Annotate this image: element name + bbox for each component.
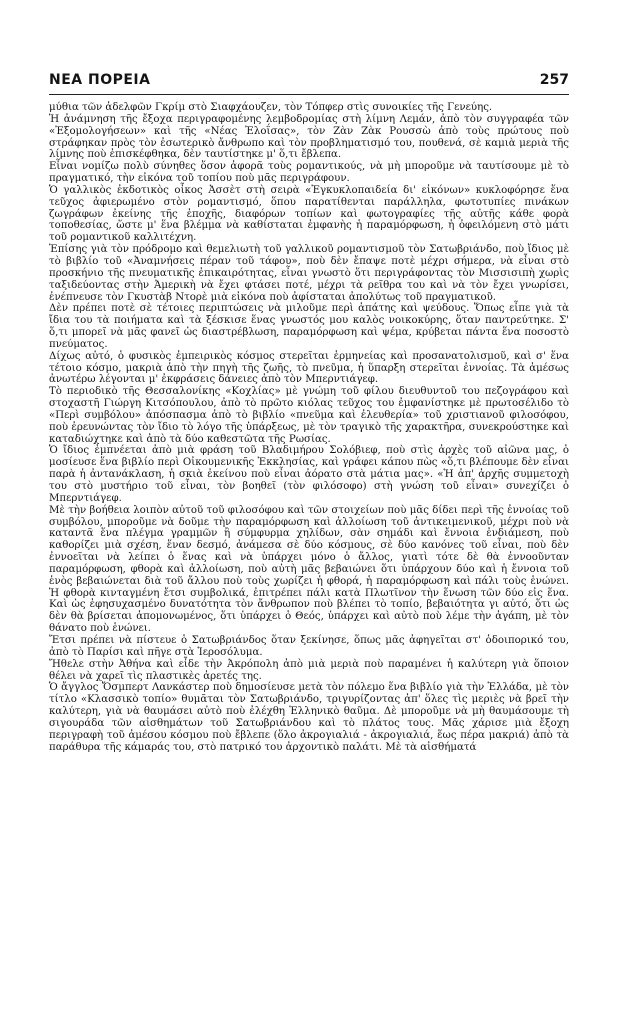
journal-title: ΝΕΑ ΠΟΡΕΙΑ — [49, 72, 151, 88]
paragraph: Εἶναι νομίζω πολὺ σύνηθες ὅσον ἀφορᾶ τοὺς ρομαντικούς, νὰ μὴ μποροῦμε νὰ ταυτίσουμε μὲ τὸ πραγματικό, τὴν εἰκόνα τοῦ τοπίου ποὺ μᾶς περιγράφουν. — [49, 161, 569, 185]
page-number: 257 — [539, 72, 569, 88]
article-body — [49, 102, 569, 753]
paragraph: Ἡ ἀνάμνηση τῆς ἔξοχα περιγραφομένης λεμβοδρομίας στὴ λίμνη Λεμάν, ἀπὸ τὸν συγγραφέα τῶν «Ἐξομολογήσεων» καὶ τῆς «Νέας Ἐλοΐσας», τὸν Ζὰν Ζὰκ Ρουσσὼ ἀπὸ τοὺς πρώτους ποὺ στράφηκαν πρὸς τὸν ἐσωτερικὸ ἄνθρωπο καὶ τὸν προβληματισμό του, πουθενά, σὲ καμιὰ μεριὰ τῆς λίμνης ποὺ ἐπισκέφθηκα, δὲν ταυτίστηκε μ' ὅ,τι ἔβλεπα. — [49, 113, 569, 161]
paragraph: Τὸ περιοδικὸ τῆς Θεσσαλονίκης «Κοχλίας» μὲ γνώμη τοῦ φίλου διευθυντοῦ του πεζογράφου καὶ στοχαστῆ Γιώργη Κιτσόπουλου, ἀπὸ τὸ πρῶτο κιόλας τεῦχος του ἐμφανίστηκε μὲ πρωτοσέλιδο τὸ «Περὶ συμβόλου» ἀπόσπασμα ἀπὸ τὸ βιβλίο «πνεῦμα καὶ ἐλευθερία» τοῦ χριστιανοῦ φιλοσόφου, ποὺ ἐρευνώντας τὸν ἴδιο τὸ λόγο τῆς ὑπάρξεως, μὲ τὸν τραγικὸ τῆς χαρακτῆρα, συνεκρούστηκε καὶ καταδιώχτηκε καὶ ἀπὸ τὰ δύο καθεστῶτα τῆς Ρωσίας. — [49, 386, 569, 445]
running-header — [49, 72, 569, 92]
paragraph: Μὲ τὴν βοήθεια λοιπὸν αὐτοῦ τοῦ φιλοσόφου καὶ τῶν στοιχείων ποὺ μᾶς δίδει περὶ τῆς ἐννοίας τοῦ συμβόλου, μποροῦμε νὰ δοῦμε τὴν παραμόρφωση καὶ ἀλλοίωση τοῦ ἀντικειμενικοῦ, μέχρι ποὺ νὰ καταντᾶ ἕνα πλέγμα γραμμῶν ἢ σύμφυρμα χηλίδων, σὰν σημάδι καὶ ἔννοια ἐνδιάμεση, ποὺ καθορίζει μιὰ σχέση, ἕναν δεσμό, ἀνάμεσα σὲ δύο κόσμους, σὲ δύο κανόνες τοῦ εἶναι, ποὺ δὲν ἐννοεῖται νὰ λείπει ὁ ἕνας καὶ νὰ ὑπάρχει μόνο ὁ ἄλλος, γιατὶ τότε δὲ θὰ ἐννοοῦνταν παραμόρφωση, φθορὰ καὶ ἀλλοίωση, ποὺ αὐτὴ μᾶς βεβαιώνει ὅτι ὑπάρχουν δύο καὶ ἡ ἔννοια τοῦ ἑνὸς βεβαιώνεται διὰ τοῦ ἄλλου ποὺ τοὺς χωρίζει ἡ φθορά, ἡ παραμόρφωση καὶ πάλι τοὺς ἑνώνει. Ἡ φθορὰ κινταγμένη ἔτσι συμβολικά, ἐπιτρέπει πάλι κατὰ Πλωτῖνον τὴν ἕνωση τῶν δύο εἰς ἕνα. Καὶ ὡς ἐφησυχασμένο δυνατότητα τὸν ἄνθρωπον ποὺ βλέπει τὸ τοπίο, βεβαιότητα γι αὐτό, ὅτι ὡς δὲν θὰ βρίσεται ἀπομονωμένος, ὅτι ὑπάρχει ὁ Θεός, ὑπάρχει καὶ αὐτὸ ποὺ λέμε τὴν ἀγάπη, μὲ τὸν θάνατο ποὺ ἑνώνει. — [49, 504, 569, 635]
paragraph: Δίχως αὐτό, ὁ φυσικὸς ἐμπειρικὸς κόσμος στερεῖται ἑρμηνείας καὶ προσανατολισμοῦ, καὶ σ' ἕνα τέτοιο κόσμο, μακριὰ ἀπὸ τὴν πηγὴ τῆς ζωῆς, τὸ πνεῦμα, ἡ ὕπαρξη στερεῖται ἐννοίας. Τὰ ἀμέσως ἀνωτέρω λέγονται μ' ἐκφράσεις δάνειες ἀπὸ τὸν Μπερντιάγεφ. — [49, 350, 569, 386]
paragraph: Ἔτσι πρέπει νὰ πίστευε ὁ Σατωβριάνδος ὅταν ξεκίνησε, ὅπως μᾶς ἀφηγεῖται στ' ὁδοιπορικό του, ἀπὸ τὸ Παρίσι καὶ πῆγε στὰ Ἱεροσόλυμα. — [49, 634, 569, 658]
paragraph: Ἐπίσης γιὰ τὸν πρόδρομο καὶ θεμελιωτὴ τοῦ γαλλικοῦ ρομαντισμοῦ τὸν Σατωβριάνδο, ποὺ ἴδιος μὲ τὸ βιβλίο τοῦ «Ἀναμνήσεις πέραν τοῦ τάφου», ποὺ δὲν ἔπαψε ποτὲ μέχρι σήμερα, νὰ εἶναι στὸ προσκήνιο τῆς πνευματικῆς ἐπικαιρότητας, εἶναι γνωστὸ ὅτι περιγράφοντας τὸν Μισσισιπὴ χωρὶς ταξιδεύοντας στὴν Ἀμερικὴ νὰ ἔχει φτάσει ποτέ, μέχρι τὰ ρεῖθρα του καὶ νὰ τὸν ἔχει γνωρίσει, ἐνέπνευσε τὸν Γκυστὰβ Ντορὲ μιὰ εἰκόνα ποὺ ἀφίσταται ἀπολύτως τοῦ πραγματικοῦ. — [49, 244, 569, 303]
paragraph: Ὁ ἴδιος ἐμπνέεται ἀπὸ μιὰ φράση τοῦ Βλαδιμήρου Σολόβιεφ, ποὺ στὶς ἀρχὲς τοῦ αἰῶνα μας, ὁ μοσίευσε ἕνα βιβλίο περὶ Οἰκουμενικῆς Ἐκκλησίας, καὶ γράφει κάπου πὼς «ὅ,τι βλέπουμε δὲν εἶναι παρὰ ἡ ἀντανάκλαση, ἡ σκιὰ ἐκείνου ποὺ εἶναι ἀόρατο στὰ μάτια μας». «Ἡ ἀπ' ἀρχῆς συμμετοχὴ του στὸ μυστήριο τοῦ εἶναι, τὸν βοηθεῖ (τὸν φιλόσοφο) στὴ γνώση τοῦ εἶναι» συνεχίζει ὁ Μπερντιάγεφ. — [49, 445, 569, 504]
paragraph: Ὁ ἄγγλος Ὄσμπερτ Λανκάστερ ποὺ δημοσίευσε μετὰ τὸν πόλεμο ἕνα βιβλίο γιὰ τὴν Ἑλλάδα, μὲ τὸν τίτλο «Κλασσικὸ τοπίο» θυμᾶται τὸν Σατωβριάνδο, τριγυρίζοντας ἀπ' ὅλες τὶς μεριὲς νὰ βρεῖ τὴν καλύτερη, γιὰ νὰ θαυμάσει αὐτὸ ποὺ ἐλέχθη Ἑλληνικὸ θαῦμα. Δὲ μποροῦμε νὰ μὴ θαυμάσουμε τὴ σιγουράδα τῶν αἰσθημάτων τοῦ Σατωβριάνδου καὶ τὸ πλάτος τους. Μᾶς χάρισε μιὰ ἔξοχη περιγραφὴ τοῦ ἀμέσου κόσμου ποὺ ἔβλεπε (ὅλο ἀκρογιαλιά - ἀκρογιαλιά, ἕως πέρα μακριά) ἀπὸ τὰ παράθυρα τῆς κάμαράς του, στὸ πατρικό του ἀρχοντικὸ παλάτι. Μὲ τὰ αἰσθήματά — [49, 682, 569, 753]
paragraph: μύθια τῶν ἀδελφῶν Γκρίμ στὸ Σιαφχάουζεν, τὸν Τόπφερ στὶς συνοικίες τῆς Γενεύης. — [49, 102, 493, 113]
paragraph: Ὁ γαλλικὸς ἐκδοτικὸς οἶκος Ἀσσὲτ στὴ σειρὰ «Ἐγκυκλοπαιδεία δι' εἰκόνων» κυκλοφόρησε ἕνα τεῦχος ἀφιερωμένο στὸν ρομαντισμό, ὅπου παρατίθενται παράλληλα, φωτοτυπίες πινάκων ζωγράφων ἐκείνης τῆς ἐποχῆς, διαφόρων τοπίων καὶ φωτογραφίες τῆς αὐτῆς κάθε φορὰ τοποθεσίας, ὥστε μ' ἕνα βλέμμα νὰ καθίσταται ἐμφανὴς ἡ παραμόρφωση, ἡ ὀφειλόμενη στὸ μάτι τοῦ ρομαντικοῦ καλλιτέχνη. — [49, 184, 569, 244]
paragraph: Δὲν πρέπει ποτὲ σὲ τέτοιες περιπτώσεις νὰ μιλοῦμε περὶ ἀπάτης καὶ ψεύδους. Ὅπως εἶπε γιὰ τὰ ἴδια του τὰ ποιήματα καὶ τὰ ξέσκισε ἕνας γνωστός μου καλὸς νοικοκύρης, ὅταν παντρεύτηκε. Σ' ὅ,τι μπορεῖ νὰ μᾶς φανεῖ ὡς διαστρέβλωση, παραμόρφωση καὶ ψέμα, κρύβεται πάντα ἕνα ποσοστὸ πνεύματος. — [49, 303, 569, 350]
header-rule — [49, 94, 569, 95]
paragraph: Ἤθελε στὴν Ἀθήνα καὶ εἶδε τὴν Ἀκρόπολη ἀπὸ μιὰ μεριὰ ποὺ παραμένει ἡ καλύτερη γιὰ ὅποιον θέλει νὰ χαρεῖ τὶς πλαστικὲς ἀρετές της. — [49, 658, 569, 682]
